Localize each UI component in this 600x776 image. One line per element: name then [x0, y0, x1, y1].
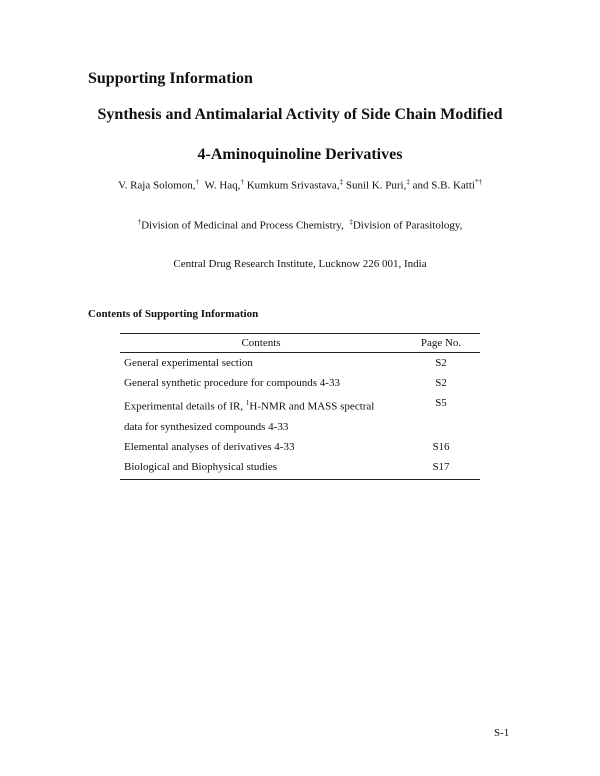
- table-row: [120, 393, 480, 437]
- row-contents-sup: 1: [245, 399, 250, 407]
- table-header-row: [120, 334, 480, 353]
- row-page: S17: [402, 457, 480, 480]
- row-contents: General synthetic procedure for compounds 4-33: [124, 377, 340, 389]
- author-name: Kumkum Srivastava,: [246, 179, 340, 192]
- row-page: S16: [432, 440, 450, 453]
- table-row: [120, 353, 480, 374]
- contents-heading: Contents of Supporting Information: [88, 308, 259, 320]
- paper-title-line-1: Synthesis and Antimalarial Activity of Side Chain Modified: [97, 106, 503, 123]
- row-contents: [120, 393, 402, 437]
- affiliation-mark: ‡: [349, 218, 353, 226]
- affiliation-division-2: Division of Parasitology,: [352, 219, 463, 232]
- row-contents: Biological and Biophysical studies: [120, 457, 402, 480]
- row-page: S2: [435, 357, 447, 369]
- row-contents-part: Experimental details of IR,: [124, 400, 244, 413]
- author-mark: ‡: [406, 178, 410, 186]
- author-mark: †: [195, 178, 199, 186]
- row-page: S5: [435, 397, 447, 409]
- author-mark: †: [240, 178, 244, 186]
- contents-table: [120, 333, 480, 480]
- table-row: [120, 457, 480, 480]
- author-name: S.B. Katti: [431, 179, 475, 192]
- row-contents-part: data for synthesized compounds 4-33: [124, 420, 289, 433]
- column-header-contents: Contents: [120, 334, 402, 353]
- author-mark: *†: [474, 178, 482, 186]
- author-name: V. Raja Solomon,: [118, 179, 196, 192]
- page-number: S-1: [494, 727, 510, 739]
- row-contents: General experimental section: [124, 357, 253, 369]
- affiliation-divisions: [0, 218, 600, 232]
- author-name: Sunil K. Puri,: [345, 179, 407, 192]
- paper-title-line-2: 4-Aminoquinoline Derivatives: [197, 146, 403, 163]
- author-conjunction: and: [412, 179, 429, 192]
- column-header-page: Page No.: [402, 334, 480, 353]
- affiliation-mark: †: [137, 218, 142, 226]
- table-row: [120, 373, 480, 393]
- affiliation-institute: Central Drug Research Institute, Lucknow 226 001, India: [173, 258, 427, 270]
- row-contents-part: H-NMR and MASS spectral: [249, 400, 375, 413]
- row-page: S2: [435, 377, 447, 389]
- row-contents: Elemental analyses of derivatives 4-33: [124, 440, 295, 453]
- author-list: [0, 178, 600, 192]
- author-name: W. Haq,: [204, 179, 241, 192]
- table-row: [120, 437, 480, 457]
- author-mark: ‡: [339, 178, 344, 186]
- affiliation-division-1: Division of Medicinal and Process Chemistry,: [141, 219, 344, 232]
- supporting-info-heading: Supporting Information: [88, 70, 253, 87]
